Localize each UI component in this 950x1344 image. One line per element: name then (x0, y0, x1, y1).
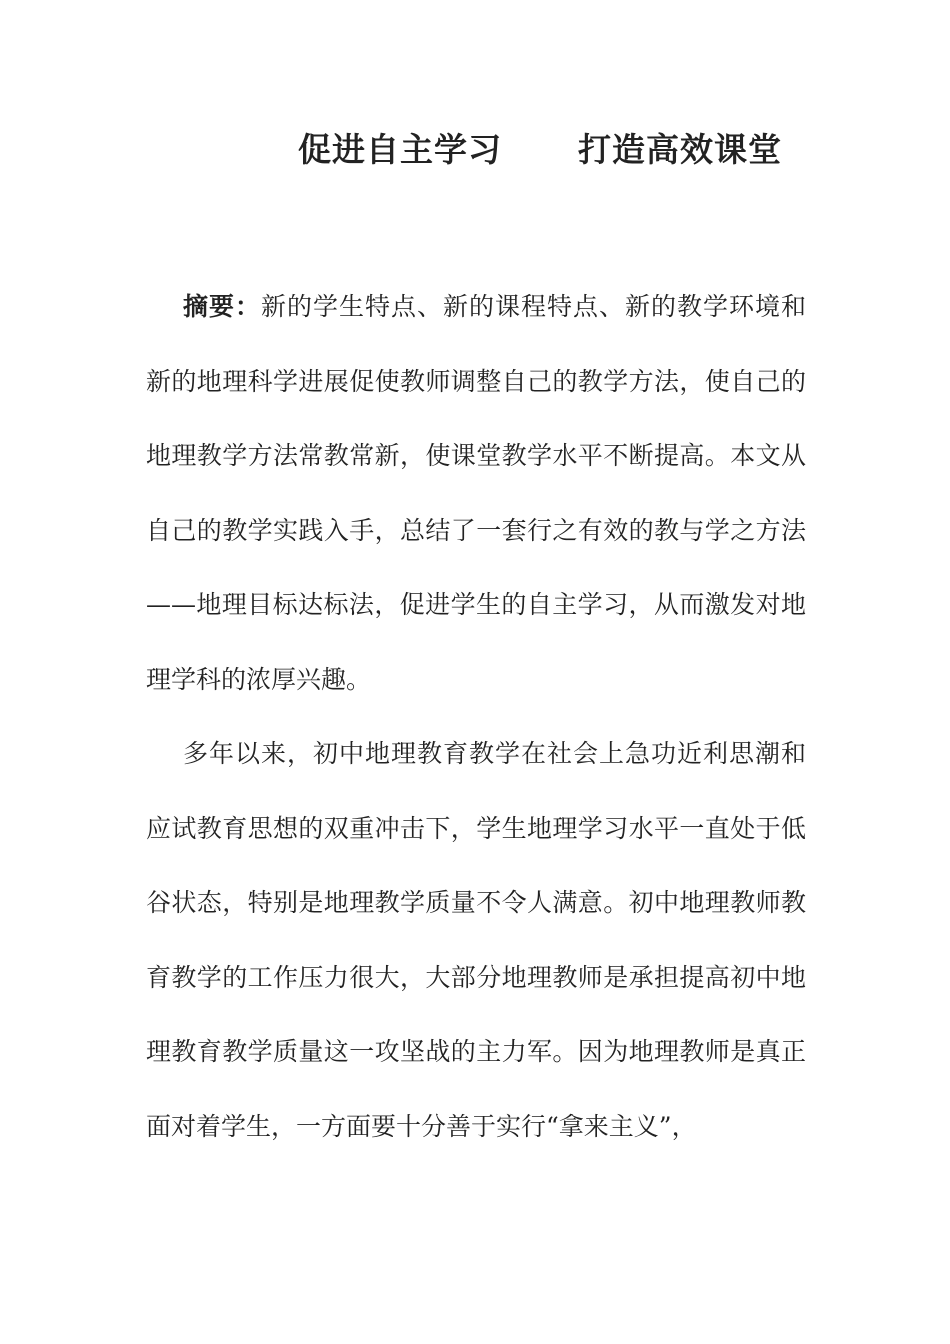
body-paragraph-1: 多年以来，初中地理教育教学在社会上急功近利思潮和应试教育思想的双重冲击下，学生地理学习水平一直处于低谷状态，特别是地理教学质量不令人满意。初中地理教师教育教学的工作压力很大，大部分地理教师是承担提高初中地理教育教学质量这一攻坚战的主力军。因为地理教师是真正面对着学生，一方面要十分善于实行“拿来主义”， (146, 739, 806, 1141)
abstract-text: 新的学生特点、新的课程特点、新的教学环境和新的地理科学进展促使教师调整自己的教学方法，使自己的地理教学方法常教常新，使课堂教学水平不断提高。本文从自己的教学实践入手，总结了一套行之有效的教与学之方法 ——地理目标达标法，促进学生的自主学习，从而激发对地理学科的浓厚兴趣。 (146, 292, 806, 694)
abstract-paragraph (146, 270, 806, 717)
document-title (0, 124, 950, 176)
abstract-label: 摘要： (183, 292, 261, 321)
title-part-1: 促进自主学习 (298, 130, 502, 169)
document-body (146, 270, 806, 1164)
title-part-2: 打造高效课堂 (578, 130, 782, 169)
